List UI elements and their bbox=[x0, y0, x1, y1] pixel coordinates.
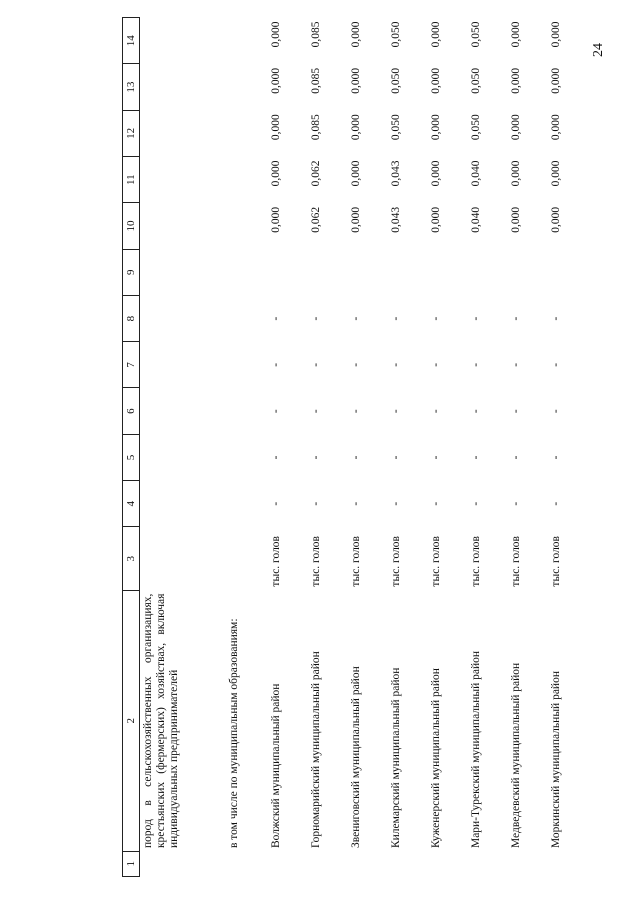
value-cell: 0,000 bbox=[510, 21, 522, 48]
dash-cell: - bbox=[430, 501, 442, 506]
value-cell: 0,000 bbox=[550, 21, 562, 48]
dash-cell: - bbox=[310, 409, 322, 414]
district-name: Килемарский муниципальный район bbox=[390, 667, 402, 849]
unit-cell: тыс. голов bbox=[310, 536, 322, 587]
value-cell: 0,000 bbox=[350, 114, 362, 141]
table-row bbox=[268, 18, 308, 877]
dash-cell: - bbox=[390, 409, 402, 414]
value-cell: 0,000 bbox=[430, 114, 442, 141]
value-cell: 0,000 bbox=[510, 67, 522, 94]
dash-cell: - bbox=[390, 316, 402, 321]
value-cell: 0,050 bbox=[470, 67, 482, 94]
row-number-cell bbox=[348, 851, 388, 876]
dash-cell: - bbox=[430, 455, 442, 460]
dash-cell: - bbox=[270, 455, 282, 460]
dash-cell: - bbox=[310, 501, 322, 506]
column-header: 2 bbox=[123, 591, 140, 851]
column-header: 10 bbox=[123, 203, 140, 249]
value-cell: 0,040 bbox=[470, 160, 482, 187]
row-number-cell bbox=[388, 851, 428, 876]
value-cell: 0,000 bbox=[270, 67, 282, 94]
column-header: 12 bbox=[123, 110, 140, 156]
row-number-cell bbox=[508, 851, 548, 876]
intro-text: пород в сельскохозяйственных организациях, крестьянских (фермерских) хозяйствах, включая индивидуальных предпринимателей bbox=[142, 593, 180, 849]
unit-cell: тыс. голов bbox=[430, 536, 442, 587]
value-cell: 0,000 bbox=[550, 160, 562, 187]
rotated-table-sheet bbox=[122, 17, 622, 877]
column-header: 11 bbox=[123, 157, 140, 203]
value-cell: 0,000 bbox=[430, 21, 442, 48]
value-cell: 0,050 bbox=[470, 114, 482, 141]
dash-cell: - bbox=[350, 409, 362, 414]
row-number-cell bbox=[308, 851, 348, 876]
dash-cell: - bbox=[270, 501, 282, 506]
value-cell: 0,040 bbox=[470, 206, 482, 233]
table-row bbox=[388, 18, 428, 877]
district-name: Горномарийский муниципальный район bbox=[310, 651, 322, 849]
page-number: 24 bbox=[591, 43, 606, 57]
value-cell bbox=[388, 249, 428, 295]
value-cell: 0,000 bbox=[270, 206, 282, 233]
column-header: 9 bbox=[123, 249, 140, 295]
subheading-row bbox=[226, 18, 268, 877]
table-row bbox=[348, 18, 388, 877]
column-header: 6 bbox=[123, 388, 140, 434]
dash-cell: - bbox=[390, 501, 402, 506]
dash-cell: - bbox=[430, 316, 442, 321]
dash-cell: - bbox=[350, 455, 362, 460]
subheading-text: в том числе по муниципальным образованиям: bbox=[228, 618, 240, 849]
value-cell: 0,000 bbox=[430, 67, 442, 94]
value-cell: 0,000 bbox=[430, 160, 442, 187]
column-header: 13 bbox=[123, 64, 140, 110]
value-cell bbox=[308, 249, 348, 295]
value-cell: 0,000 bbox=[350, 160, 362, 187]
value-cell: 0,000 bbox=[550, 206, 562, 233]
table-row bbox=[508, 18, 548, 877]
value-cell: 0,000 bbox=[550, 67, 562, 94]
data-table bbox=[122, 17, 588, 877]
value-cell: 0,000 bbox=[510, 160, 522, 187]
value-cell: 0,050 bbox=[390, 114, 402, 141]
unit-cell: тыс. голов bbox=[350, 536, 362, 587]
dash-cell: - bbox=[390, 455, 402, 460]
value-cell bbox=[268, 249, 308, 295]
dash-cell: - bbox=[550, 409, 562, 414]
value-cell bbox=[348, 249, 388, 295]
dash-cell: - bbox=[470, 409, 482, 414]
dash-cell: - bbox=[470, 455, 482, 460]
unit-cell: тыс. голов bbox=[510, 536, 522, 587]
dash-cell: - bbox=[310, 316, 322, 321]
value-cell: 0,000 bbox=[350, 21, 362, 48]
dash-cell: - bbox=[350, 316, 362, 321]
dash-cell: - bbox=[510, 409, 522, 414]
value-cell bbox=[468, 249, 508, 295]
table-row bbox=[548, 18, 588, 877]
column-header: 4 bbox=[123, 481, 140, 527]
dash-cell: - bbox=[310, 455, 322, 460]
column-header: 7 bbox=[123, 342, 140, 388]
dash-cell: - bbox=[550, 501, 562, 506]
unit-cell: тыс. голов bbox=[550, 536, 562, 587]
value-cell: 0,000 bbox=[270, 21, 282, 48]
dash-cell: - bbox=[350, 362, 362, 367]
value-cell: 0,050 bbox=[470, 21, 482, 48]
district-name: Медведевский муниципальный район bbox=[510, 662, 522, 849]
dash-cell: - bbox=[350, 501, 362, 506]
dash-cell: - bbox=[550, 316, 562, 321]
dash-cell: - bbox=[310, 362, 322, 367]
dash-cell: - bbox=[510, 316, 522, 321]
dash-cell: - bbox=[270, 362, 282, 367]
value-cell: 0,085 bbox=[310, 114, 322, 141]
unit-cell: тыс. голов bbox=[270, 536, 282, 587]
value-cell: 0,000 bbox=[430, 206, 442, 233]
dash-cell: - bbox=[430, 362, 442, 367]
value-cell: 0,062 bbox=[310, 160, 322, 187]
value-cell: 0,085 bbox=[310, 21, 322, 48]
dash-cell: - bbox=[550, 455, 562, 460]
value-cell: 0,043 bbox=[390, 206, 402, 233]
district-name: Волжский муниципальный район bbox=[270, 683, 282, 849]
dash-cell: - bbox=[430, 409, 442, 414]
value-cell: 0,000 bbox=[350, 206, 362, 233]
dash-cell: - bbox=[510, 455, 522, 460]
value-cell bbox=[548, 249, 588, 295]
dash-cell: - bbox=[510, 362, 522, 367]
value-cell: 0,085 bbox=[310, 67, 322, 94]
row-number-cell bbox=[468, 851, 508, 876]
column-header: 3 bbox=[123, 527, 140, 591]
dash-cell: - bbox=[270, 409, 282, 414]
district-name: Куженерский муниципальный район bbox=[430, 668, 442, 849]
value-cell: 0,000 bbox=[510, 114, 522, 141]
dash-cell: - bbox=[470, 316, 482, 321]
dash-cell: - bbox=[270, 316, 282, 321]
column-header: 14 bbox=[123, 18, 140, 64]
value-cell: 0,000 bbox=[510, 206, 522, 233]
value-cell: 0,000 bbox=[550, 114, 562, 141]
value-cell: 0,000 bbox=[270, 160, 282, 187]
table-row bbox=[428, 18, 468, 877]
value-cell: 0,050 bbox=[390, 21, 402, 48]
column-header: 1 bbox=[123, 851, 140, 876]
table-row bbox=[308, 18, 348, 877]
value-cell bbox=[428, 249, 468, 295]
column-header: 5 bbox=[123, 434, 140, 480]
dash-cell: - bbox=[390, 362, 402, 367]
dash-cell: - bbox=[510, 501, 522, 506]
value-cell bbox=[508, 249, 548, 295]
row-number-cell bbox=[428, 851, 468, 876]
intro-row bbox=[140, 18, 227, 877]
value-cell: 0,062 bbox=[310, 206, 322, 233]
value-cell: 0,050 bbox=[390, 67, 402, 94]
value-cell: 0,043 bbox=[390, 160, 402, 187]
unit-cell: тыс. голов bbox=[390, 536, 402, 587]
table-row bbox=[468, 18, 508, 877]
value-cell: 0,000 bbox=[270, 114, 282, 141]
dash-cell: - bbox=[470, 362, 482, 367]
row-number-cell bbox=[548, 851, 588, 876]
district-name: Мари-Турекский муниципальный район bbox=[470, 650, 482, 849]
dash-cell: - bbox=[470, 501, 482, 506]
column-header: 8 bbox=[123, 295, 140, 341]
unit-cell: тыс. голов bbox=[470, 536, 482, 587]
district-name: Моркинский муниципальный район bbox=[550, 671, 562, 849]
dash-cell: - bbox=[550, 362, 562, 367]
column-number-row bbox=[123, 18, 140, 877]
row-number-cell bbox=[268, 851, 308, 876]
value-cell: 0,000 bbox=[350, 67, 362, 94]
district-name: Звениговский муниципальный район bbox=[350, 666, 362, 849]
